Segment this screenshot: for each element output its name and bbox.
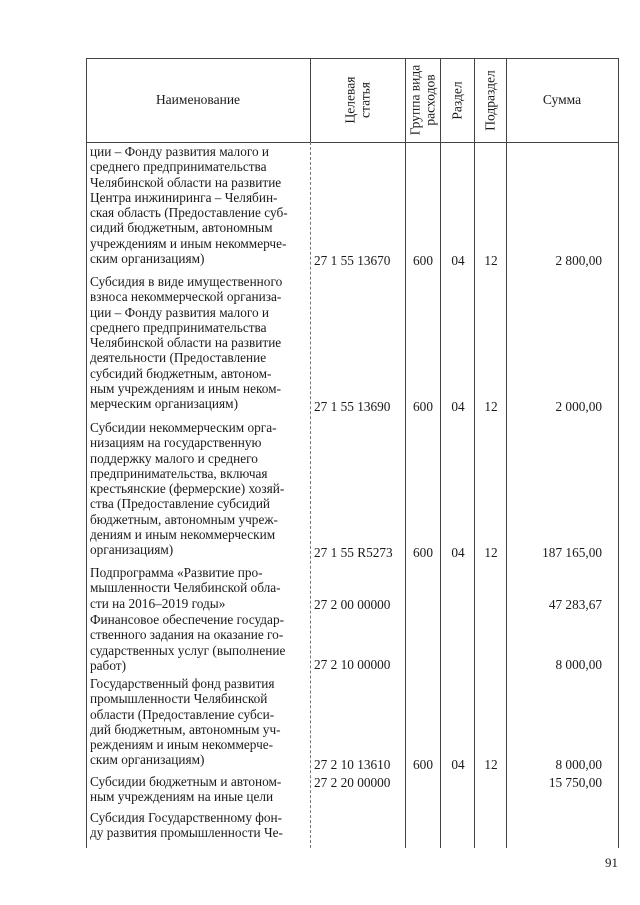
page-number: 91 [605, 855, 618, 870]
row-name: Субсидия Государственному фон- ду развития промышленности Че- [90, 810, 283, 841]
row-code: 27 2 20 00000 [314, 774, 391, 790]
row-subsection: 12 [484, 252, 498, 268]
row-sum: 2 000,00 [555, 398, 602, 414]
table-row [86, 414, 618, 560]
header-sum: Сумма [542, 92, 582, 107]
table-row [86, 560, 618, 612]
row-name: Финансовое обеспечение государ- ственного задания на оказание го- сударственных услуг (выполнение работ) [90, 612, 286, 673]
row-group: 600 [413, 398, 433, 414]
row-name: Субсидии бюджетным и автоном- ным учреждениям на иные цели [90, 774, 282, 805]
row-code: 27 2 00 00000 [314, 596, 391, 612]
header-name: Наименование [155, 92, 241, 107]
row-sum: 15 750,00 [548, 774, 602, 790]
row-code: 27 1 55 13670 [314, 252, 391, 268]
row-section: 04 [451, 398, 465, 414]
row-sum: 8 000,00 [555, 756, 602, 772]
row-section: 04 [451, 756, 465, 772]
row-subsection: 12 [484, 544, 498, 560]
row-code: 27 2 10 00000 [314, 656, 391, 672]
row-group: 600 [413, 544, 433, 560]
row-sum: 47 283,67 [548, 596, 602, 612]
header-expense-group: Группа вида расходов [407, 64, 438, 136]
row-section: 04 [451, 252, 465, 268]
row-group: 600 [413, 756, 433, 772]
row-code: 27 1 55 13690 [314, 398, 391, 414]
row-sum: 2 800,00 [555, 252, 602, 268]
row-name: Подпрограмма «Развитие про- мышленности Челябинской обла- сти на 2016–2019 годы» [90, 565, 281, 611]
table-row [86, 612, 618, 672]
table-row [86, 268, 618, 414]
row-section: 04 [451, 544, 465, 560]
table-row [86, 772, 618, 804]
table-row [86, 144, 618, 268]
header-target-article: Целевая статья [342, 76, 373, 124]
row-name: ции – Фонду развития малого и среднего предпринимательства Челябинской области на развитие Центра инжиниринга – Челябин- ская область (Предоставление суб- сидий бюджетным, автономным учреждениям и иным некоммерче- ским организациям) [90, 144, 288, 267]
header-subsection: Подраздел [482, 69, 498, 131]
row-sum: 187 165,00 [542, 544, 602, 560]
row-name: Субсидия в виде имущественного взноса некоммерческой организа- ции – Фонду развития малого и среднего предпринимательства Челябинской области на развитие деятельности (Предоставление субсидий бюджетным, автоном- ным учреждениям и иным неком- мерческим организациям) [90, 274, 283, 412]
header-bottom-border [86, 142, 618, 143]
row-name: Субсидии некоммерческим орга- низациям на государственную поддержку малого и среднего предпринимательства, включая крестьянские (фермерские) хозяй- ства (Предоставление субсидий бюджетным, автономным учреж- дениям и иным некоммерческим организациям) [90, 420, 285, 558]
row-subsection: 12 [484, 398, 498, 414]
table-right-border [618, 58, 619, 848]
table-row [86, 808, 618, 846]
row-name: Государственный фонд развития промышленности Челябинской области (Предоставление субси- дий бюджетным, автономным уч- реждениям и иным некоммерче- ским организациям) [90, 676, 281, 768]
row-group: 600 [413, 252, 433, 268]
table-row [86, 672, 618, 772]
row-code: 27 2 10 13610 [314, 756, 391, 772]
row-sum: 8 000,00 [555, 656, 602, 672]
header-section: Раздел [449, 80, 465, 120]
row-code: 27 1 55 R5273 [314, 544, 393, 560]
row-subsection: 12 [484, 756, 498, 772]
